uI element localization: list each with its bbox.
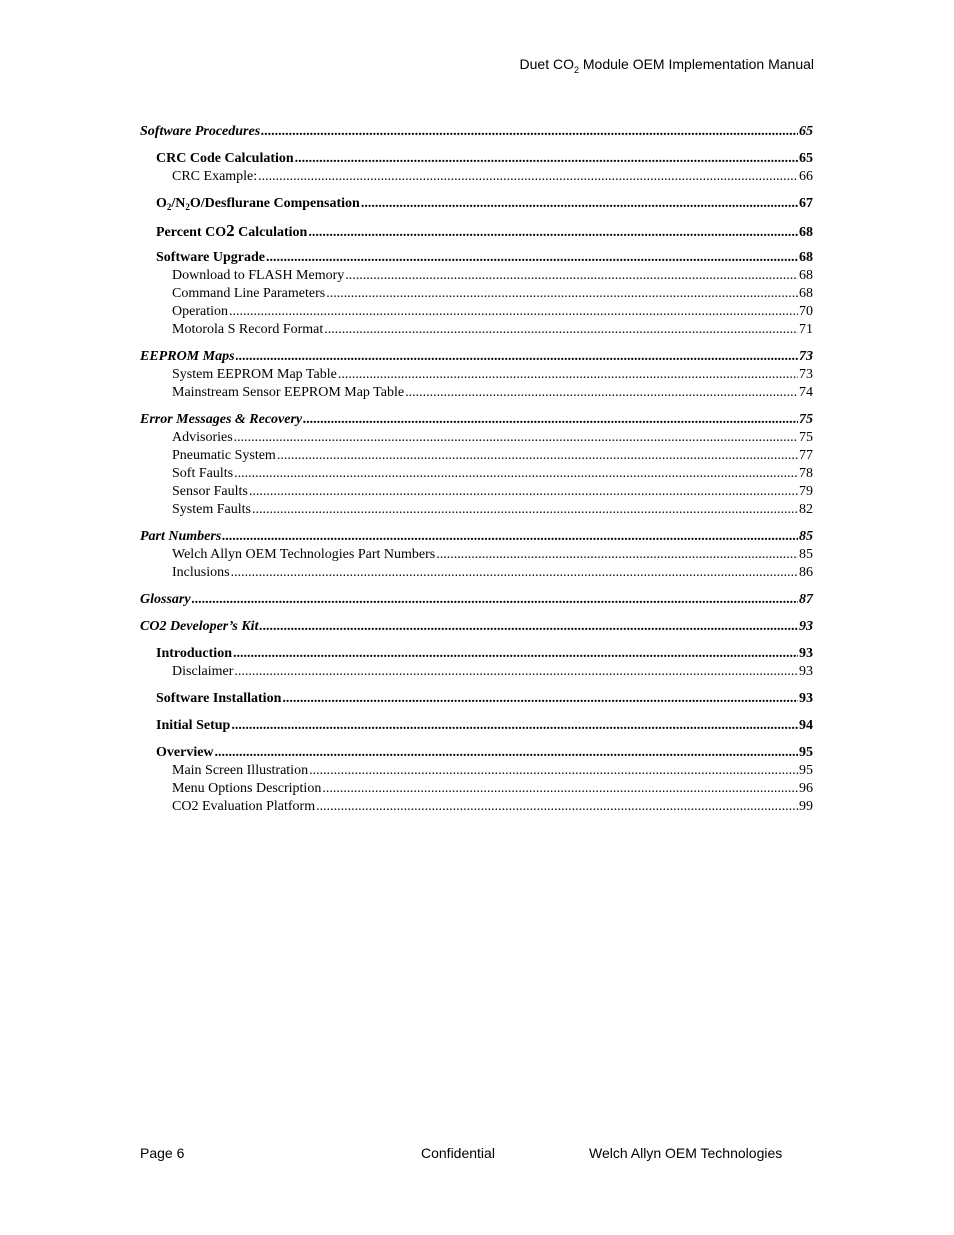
toc-dot-leader — [326, 285, 798, 303]
toc-entry-page: 96 — [799, 781, 813, 796]
toc-dot-leader — [261, 123, 798, 141]
toc-dot-leader — [192, 591, 798, 609]
page-header — [520, 56, 814, 75]
toc-entry[interactable] — [140, 501, 813, 519]
toc-entry-label: Disclaimer — [172, 664, 234, 679]
toc-entry[interactable] — [140, 465, 813, 483]
toc-dot-leader — [308, 224, 798, 242]
toc-entry-page: 68 — [799, 286, 813, 301]
toc-entry-page: 85 — [799, 547, 813, 562]
toc-entry[interactable] — [140, 564, 813, 582]
toc-entry-page: 93 — [799, 646, 813, 661]
toc-dot-leader — [234, 429, 798, 447]
toc-dot-leader — [295, 150, 798, 168]
toc-entry-label: Mainstream Sensor EEPROM Map Table — [172, 385, 405, 400]
toc-entry[interactable] — [140, 798, 813, 816]
toc-entry-label: Soft Faults — [172, 466, 234, 481]
toc-dot-leader — [234, 663, 798, 681]
toc-entry[interactable] — [140, 429, 813, 447]
header-title-sub: 2 — [573, 64, 579, 75]
toc-entry[interactable] — [140, 150, 813, 168]
toc-entry-page: 68 — [799, 268, 813, 283]
toc-entry-page: 78 — [799, 466, 813, 481]
toc-entry[interactable] — [140, 303, 813, 321]
footer-page-number: Page 6 — [140, 1145, 185, 1161]
toc-entry-label: CO2 Evaluation Platform — [172, 799, 316, 814]
toc-entry[interactable] — [140, 780, 813, 798]
toc-entry-page: 93 — [799, 619, 813, 634]
toc-entry-label: Initial Setup — [156, 718, 231, 733]
toc-entry-page: 65 — [799, 151, 813, 166]
toc-entry-label: CRC Example: — [172, 169, 258, 184]
toc-entry-page: 87 — [799, 592, 813, 607]
toc-entry-page: 66 — [799, 169, 813, 184]
toc-entry-label: Pneumatic System — [172, 448, 276, 463]
toc-entry-page: 93 — [799, 664, 813, 679]
toc-entry-label: Main Screen Illustration — [172, 763, 309, 778]
toc-entry-page: 82 — [799, 502, 813, 517]
toc-entry-page: 93 — [799, 691, 813, 706]
toc-entry-page: 74 — [799, 385, 813, 400]
toc-entry[interactable] — [140, 591, 813, 609]
toc-dot-leader — [258, 168, 798, 186]
toc-entry-page: 71 — [799, 322, 813, 337]
footer-confidential: Confidential — [421, 1145, 495, 1161]
toc-entry-label: $O_2/N_2O$/Desflurane Compensation — [156, 196, 360, 212]
toc-entry[interactable] — [140, 411, 813, 429]
toc-entry-page: 85 — [799, 529, 813, 544]
toc-entry-page: 95 — [799, 745, 813, 760]
toc-entry-page: 65 — [799, 124, 813, 139]
toc-entry[interactable] — [140, 321, 813, 339]
header-title-post: Module OEM Implementation Manual — [579, 56, 814, 72]
toc-dot-leader — [309, 762, 798, 780]
toc-entry[interactable] — [140, 744, 813, 762]
toc-entry-label: Inclusions — [172, 565, 230, 580]
toc-entry[interactable] — [140, 168, 813, 186]
toc-entry-label: Menu Options Description — [172, 781, 322, 796]
toc-entry-label: Software Upgrade — [156, 250, 266, 265]
toc-entry-label: Download to FLASH Memory — [172, 268, 345, 283]
toc-entry-page: 86 — [799, 565, 813, 580]
toc-entry-page: 77 — [799, 448, 813, 463]
toc-entry[interactable] — [140, 348, 813, 366]
toc-dot-leader — [236, 348, 798, 366]
toc-entry-label: Sensor Faults — [172, 484, 248, 499]
toc-entry-page: 68 — [799, 250, 813, 265]
toc-dot-leader — [231, 717, 798, 735]
toc-dot-leader — [345, 267, 798, 285]
toc-dot-leader — [277, 447, 798, 465]
toc-entry-page: 67 — [799, 196, 813, 211]
toc-entry-label: System Faults — [172, 502, 251, 517]
toc-dot-leader — [252, 501, 798, 519]
toc-dot-leader — [282, 690, 798, 708]
toc-dot-leader — [231, 564, 798, 582]
toc-dot-leader — [234, 465, 798, 483]
toc-entry[interactable] — [140, 618, 813, 636]
table-of-contents — [140, 123, 813, 816]
toc-entry[interactable] — [140, 483, 813, 501]
toc-entry[interactable] — [140, 762, 813, 780]
toc-dot-leader — [316, 798, 798, 816]
toc-dot-leader — [324, 321, 798, 339]
toc-entry-label: System EEPROM Map Table — [172, 367, 337, 382]
toc-dot-leader — [233, 645, 798, 663]
toc-entry-label: Command Line Parameters — [172, 286, 326, 301]
toc-dot-leader — [259, 618, 798, 636]
toc-dot-leader — [249, 483, 798, 501]
toc-entry-label: Glossary — [140, 592, 191, 607]
header-title-pre: Duet CO — [519, 56, 574, 72]
toc-dot-leader — [361, 195, 798, 213]
footer-company: Welch Allyn OEM Technologies — [589, 1145, 783, 1161]
toc-entry-page: 99 — [799, 799, 813, 814]
toc-entry-label: Software Procedures — [140, 124, 261, 139]
toc-entry-label: Error Messages & Recovery — [140, 412, 303, 427]
toc-entry[interactable] — [140, 195, 813, 213]
toc-dot-leader — [222, 528, 798, 546]
toc-dot-leader — [405, 384, 798, 402]
toc-entry-page: 75 — [799, 430, 813, 445]
toc-entry[interactable] — [140, 267, 813, 285]
toc-entry-label: Percent CO2 Calculation — [156, 221, 308, 240]
toc-dot-leader — [436, 546, 798, 564]
toc-entry-label: Software Installation — [156, 691, 282, 706]
toc-entry[interactable] — [140, 717, 813, 735]
toc-entry-page: 73 — [799, 349, 813, 364]
toc-entry[interactable] — [140, 645, 813, 663]
toc-dot-leader — [322, 780, 798, 798]
toc-entry-page: 75 — [799, 412, 813, 427]
toc-entry-label: CRC Code Calculation — [156, 151, 294, 166]
toc-entry-label: Overview — [156, 745, 214, 760]
toc-entry-label: EEPROM Maps — [140, 349, 235, 364]
toc-dot-leader — [215, 744, 798, 762]
toc-dot-leader — [303, 411, 798, 429]
toc-entry[interactable] — [140, 222, 813, 240]
toc-entry-label: Part Numbers — [140, 529, 222, 544]
toc-entry-label: Introduction — [156, 646, 232, 661]
toc-entry-page: 79 — [799, 484, 813, 499]
toc-entry[interactable] — [140, 690, 813, 708]
toc-entry[interactable] — [140, 366, 813, 384]
toc-entry[interactable] — [140, 447, 813, 465]
toc-entry[interactable] — [140, 123, 813, 141]
toc-dot-leader — [229, 303, 798, 321]
toc-entry[interactable] — [140, 663, 813, 681]
toc-entry-label: Advisories — [172, 430, 233, 445]
toc-entry-page: 95 — [799, 763, 813, 778]
toc-entry[interactable] — [140, 384, 813, 402]
toc-entry-page: 70 — [799, 304, 813, 319]
toc-entry[interactable] — [140, 249, 813, 267]
toc-entry[interactable] — [140, 528, 813, 546]
toc-entry-label: Motorola S Record Format — [172, 322, 324, 337]
toc-entry-label: Operation — [172, 304, 228, 319]
toc-entry[interactable] — [140, 546, 813, 564]
toc-entry-page: 68 — [799, 225, 813, 240]
toc-entry-page: 73 — [799, 367, 813, 382]
toc-dot-leader — [338, 366, 798, 384]
toc-dot-leader — [266, 249, 798, 267]
toc-entry-label: CO2 Developer’s Kit — [140, 619, 259, 634]
toc-entry-label: Welch Allyn OEM Technologies Part Numbers — [172, 547, 436, 562]
toc-entry-page: 94 — [799, 718, 813, 733]
toc-entry[interactable] — [140, 285, 813, 303]
